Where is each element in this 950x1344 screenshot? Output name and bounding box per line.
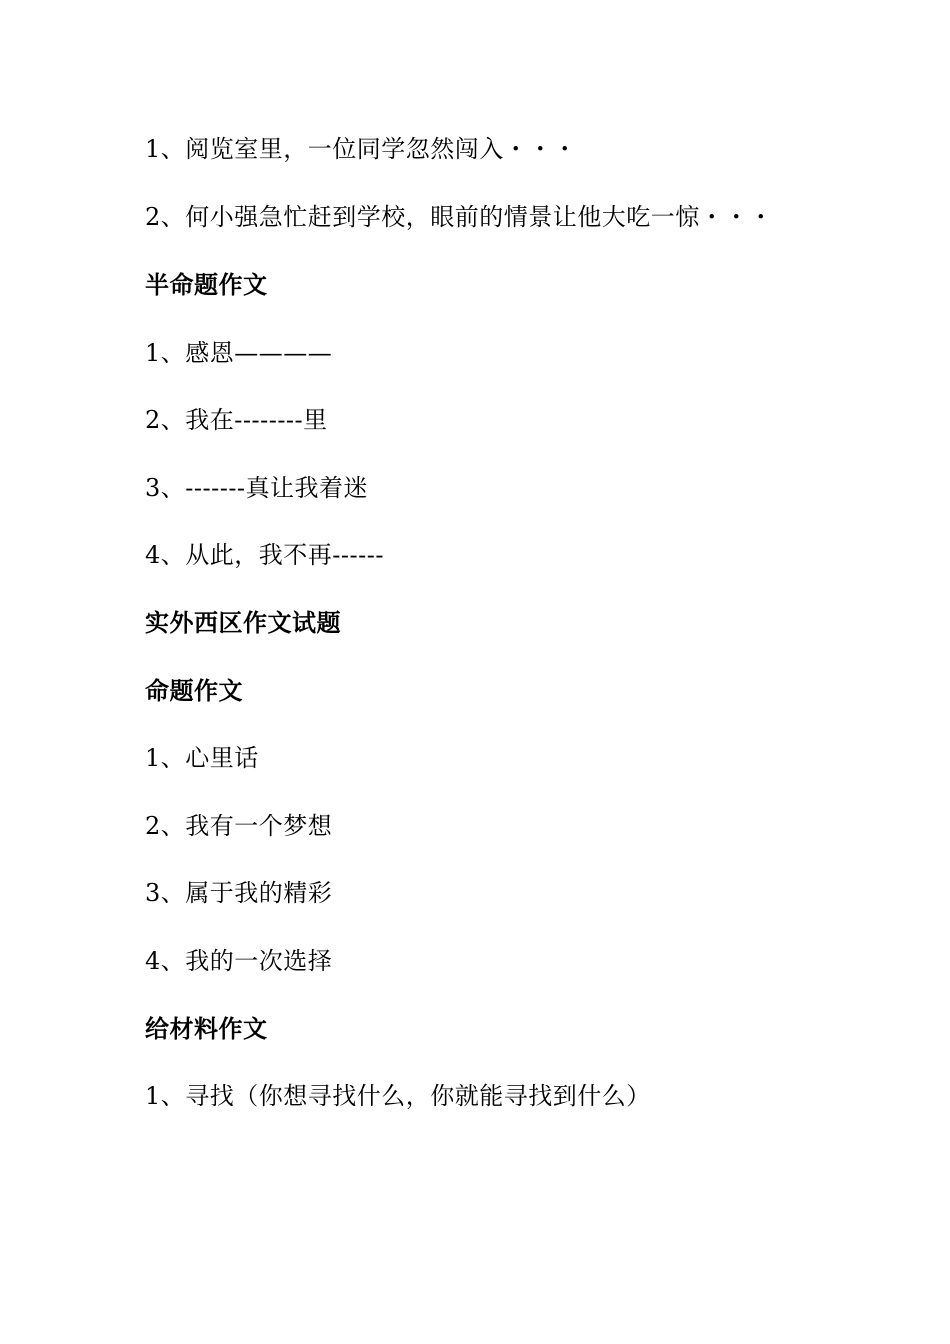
- list-item: 3、-------真让我着迷: [145, 474, 369, 502]
- section-heading: 命题作文: [145, 677, 243, 705]
- list-item: 1、阅览室里，一位同学忽然闯入・・・: [145, 135, 578, 163]
- section-heading: 半命题作文: [145, 271, 268, 299]
- list-item: 1、寻找（你想寻找什么，你就能寻找到什么）: [145, 1082, 651, 1110]
- section-heading: 给材料作文: [145, 1015, 268, 1043]
- list-item: 4、从此，我不再------: [145, 541, 384, 569]
- section-heading: 实外西区作文试题: [145, 609, 341, 637]
- list-item: 3、属于我的精彩: [145, 879, 333, 907]
- list-item: 1、感恩————: [145, 339, 333, 367]
- list-item: 2、何小强急忙赶到学校，眼前的情景让他大吃一惊・・・: [145, 203, 774, 231]
- list-item: 2、我在--------里: [145, 406, 328, 434]
- list-item: 4、我的一次选择: [145, 947, 333, 975]
- list-item: 2、我有一个梦想: [145, 812, 333, 840]
- list-item: 1、心里话: [145, 744, 259, 772]
